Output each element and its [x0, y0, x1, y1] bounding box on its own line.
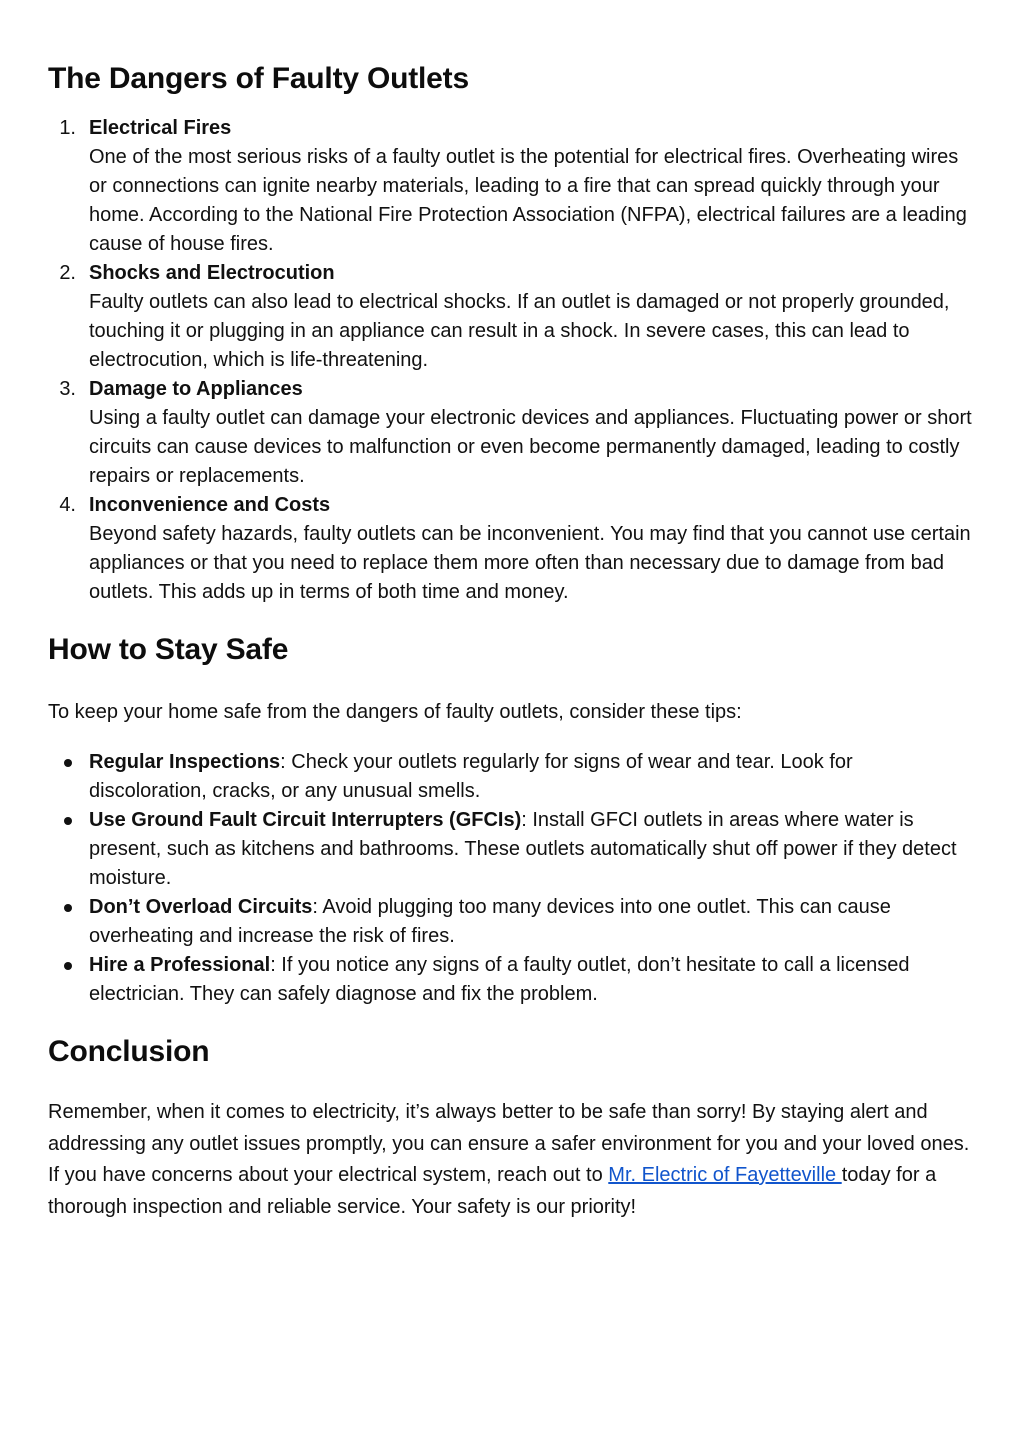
danger-body: Faulty outlets can also lead to electrical shocks. If an outlet is damaged or not properly grounded, touching it or plugging in an appliance can result in a shock. In severe cases, this can lead to electrocution, which is life-threatening.: [89, 291, 950, 371]
danger-title: Electrical Fires: [89, 117, 232, 139]
danger-body: One of the most serious risks of a faulty outlet is the potential for electrical fires. Overheating wires or connections can ignite nearby materials, leading to a fire that can spread quickly through your home. According to the National Fire Protection Association (NFPA), electrical failures are a leading cause of house fires.: [89, 146, 967, 255]
list-number: 2.: [59, 262, 76, 284]
tip-item-gfci: [48, 806, 976, 893]
tip-body: : Avoid plugging too many devices into one outlet. This can cause overheating and increase the risk of fires.: [89, 896, 891, 947]
tip-item-inspections: [48, 748, 976, 806]
danger-item-shocks: [48, 259, 976, 375]
bullet-icon: [64, 817, 72, 825]
list-number: 1.: [59, 117, 76, 139]
bullet-icon: [64, 904, 72, 912]
tip-item-professional: [48, 951, 976, 1009]
bullet-icon: [64, 759, 72, 767]
tip-item-overload: [48, 893, 976, 951]
tip-body: : If you notice any signs of a faulty outlet, don’t hesitate to call a licensed electrician. They can safely diagnose and fix the problem.: [89, 954, 910, 1005]
danger-title: Shocks and Electrocution: [89, 262, 335, 284]
dangers-list: [48, 114, 976, 607]
list-number: 4.: [59, 494, 76, 516]
danger-item-costs: [48, 491, 976, 607]
tip-title: Hire a Professional: [89, 954, 271, 976]
tip-title: Don’t Overload Circuits: [89, 896, 313, 918]
danger-body: Beyond safety hazards, faulty outlets can be inconvenient. You may find that you cannot use certain appliances or that you need to replace them more often than necessary due to damage from bad outlets. This adds up in terms of both time and money.: [89, 523, 971, 603]
conclusion-paragraph: [48, 1097, 976, 1223]
safety-intro: To keep your home safe from the dangers of faulty outlets, consider these tips:: [48, 701, 742, 723]
tip-body: : Check your outlets regularly for signs of wear and tear. Look for discoloration, cracks, or any unusual smells.: [89, 751, 853, 802]
conclusion-text-end: today for a thorough inspection and reliable service. Your safety is our priority!: [48, 1164, 937, 1218]
bullet-icon: [64, 962, 72, 970]
safety-tips-list: [48, 748, 976, 1009]
danger-title: Inconvenience and Costs: [89, 494, 331, 516]
danger-title: Damage to Appliances: [89, 378, 303, 400]
mr-electric-link[interactable]: Mr. Electric of Fayetteville: [608, 1164, 842, 1186]
tip-title: Regular Inspections: [89, 751, 281, 773]
safety-heading: How to Stay Safe: [48, 633, 289, 666]
danger-item-appliances: [48, 375, 976, 491]
conclusion-heading: Conclusion: [48, 1035, 210, 1068]
danger-item-electrical-fires: [48, 114, 976, 259]
tip-title: Use Ground Fault Circuit Interrupters (GFCIs): [89, 809, 522, 831]
dangers-heading: The Dangers of Faulty Outlets: [48, 62, 469, 95]
danger-body: Using a faulty outlet can damage your electronic devices and appliances. Fluctuating power or short circuits can cause devices to malfunction or even become permanently damaged, leading to costly repairs or replacements.: [89, 407, 972, 487]
list-number: 3.: [59, 378, 76, 400]
conclusion-text: Remember, when it comes to electricity, it’s always better to be safe than sorry! By staying alert and addressing any outlet issues promptly, you can ensure a safer environment for you and your loved ones. If you have concerns about your electrical system, reach out to: [48, 1101, 970, 1186]
tip-body: : Install GFCI outlets in areas where water is present, such as kitchens and bathrooms. These outlets automatically shut off power if they detect moisture.: [89, 809, 957, 889]
